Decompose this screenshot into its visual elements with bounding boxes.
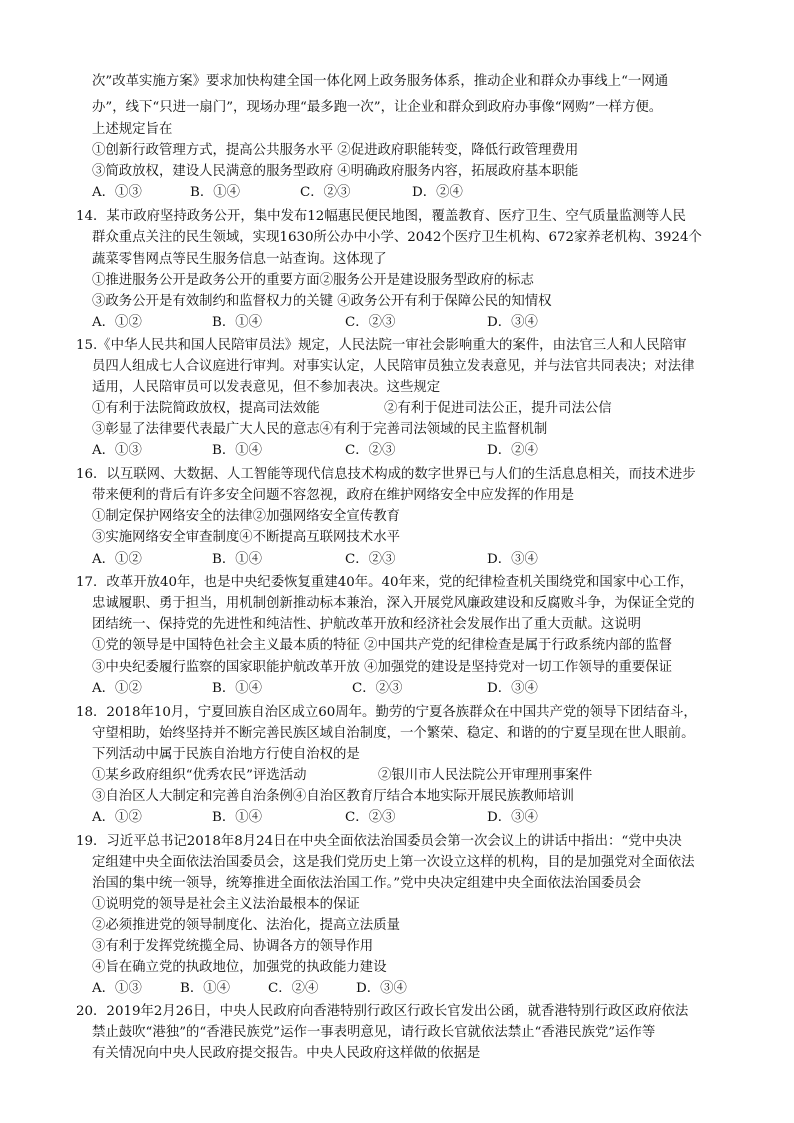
q19-stem-line-2: 定组建中央全面依法治国委员会，这是我们党历史上第一次设立这样的机构，目的是加强党对全面依法 [92, 855, 695, 870]
q15-stem-line-2: 员四人组成七人合议庭进行审判。对事实认定，人民陪审员独立发表意见，并与法官共同表决；对法律 [92, 359, 695, 374]
q15-answer-a: A．①③ [92, 443, 142, 458]
q16-stem-line-1: 16．以互联网、大数据、人工智能等现代信息技术构成的数字世界已与人们的生活息息相关，而技术进步 [76, 467, 696, 482]
q18-stem-line-2: 守望相助，始终坚持并不断完善民族区域自治制度，一个繁荣、稳定、和谐的的宁夏呈现在世人眼前。 [92, 726, 695, 741]
q16-answer-c: C．②③ [345, 552, 396, 567]
q17-stem-line-1: 17．改革开放40年，也是中央纪委恢复重建40年。40年来，党的纪律检查机关围绕党和国家中心工作， [76, 575, 694, 590]
q15-option-2: ②有利于促进司法公正，提升司法公信 [384, 401, 612, 416]
q15-option-1: ①有利于法院简政放权，提高司法效能 [92, 401, 320, 416]
q14-option-line-1: ①推进服务公开是政务公开的重要方面②服务公开是建设服务型政府的标志 [92, 273, 534, 288]
q13-answer-c: C．②③ [300, 185, 351, 200]
q18-answer-b: B．①④ [212, 810, 263, 825]
q17-answer-d: D．③④ [487, 681, 538, 696]
q15-answer-b: B．①④ [212, 443, 263, 458]
q13-option-line-1: ①创新行政管理方式，提高公共服务水平 ②促进政府职能转变，降低行政管理费用 [92, 143, 579, 158]
q13-answer-a: A．①③ [92, 185, 142, 200]
q16-option-line-2: ③实施网络安全审查制度④不断提高互联网技术水平 [92, 530, 400, 545]
q15-answer-d: D．②④ [487, 443, 538, 458]
q15-option-line-2: ③彰显了法律要代表最广大人民的意志④有利于完善司法领域的民主监督机制 [92, 422, 548, 437]
q17-answer-c: C．②③ [352, 681, 403, 696]
q14-option-line-2: ③政务公开是有效制约和监督权力的关键 ④政务公开有利于保障公民的知情权 [92, 294, 552, 309]
q19-option-2: ②必须推进党的领导制度化、法治化，提高立法质量 [92, 918, 400, 933]
q19-answer-a: A．①③ [92, 981, 142, 996]
q15-answer-c: C．②③ [345, 443, 396, 458]
q17-stem-line-3: 团结统一、保持党的先进性和纯洁性、护航改革开放和经济社会发展作出了重大贡献。这说明 [92, 617, 642, 632]
q15-stem-line-3: 适用，人民陪审员可以发表意见，但不参加表决。这些规定 [92, 380, 441, 395]
q13-answer-b: B．①④ [190, 185, 241, 200]
q19-stem-line-3: 治国的集中统一领导，统筹推进全面依法治国工作。”党中央决定组建中央全面依法治国委员会 [92, 876, 642, 891]
q18-option-2: ②银川市人民法院公开审理刑事案件 [378, 768, 593, 783]
q16-answer-a: A．①② [92, 552, 142, 567]
q16-answer-d: D．③④ [487, 552, 538, 567]
q19-option-3: ③有利于发挥党统揽全局、协调各方的领导作用 [92, 939, 374, 954]
q13-stem-line-3: 上述规定旨在 [92, 122, 173, 137]
q18-option-1: ①某乡政府组织“优秀农民”评选活动 [92, 768, 307, 783]
q16-answer-b: B．①④ [212, 552, 263, 567]
q14-stem-line-2: 群众重点关注的民生领域，实现1630所公办中小学、2042个医疗卫生机构、672家养老机构、3924个 [92, 230, 702, 245]
q19-answer-c: C．②④ [268, 981, 319, 996]
q18-stem-line-1: 18．2018年10月，宁夏回族自治区成立60周年。勤劳的宁夏各族群众在中国共产党的领导下团结奋斗， [76, 705, 697, 720]
q15-stem-line-1: 15.《中华人民共和国人民陪审员法》规定，人民法院一审社会影响重大的案件，由法官三人和人民陪审 [76, 338, 687, 353]
q13-stem-line-2: 办”，线下“只进一扇门”，现场办理“最多跑一次”，让企业和群众到政府办事像“网购”一样方便。 [92, 100, 663, 115]
q18-answer-d: D．③④ [487, 810, 538, 825]
q18-option-line-2: ③自治区人大制定和完善自治条例④自治区教育厅结合本地实际开展民族教师培训 [92, 789, 575, 804]
q17-answer-b: B．①④ [212, 681, 263, 696]
q19-answer-b: B．①④ [180, 981, 231, 996]
q20-stem-line-2: 禁止鼓吹“港独”的“香港民族党”运作一事表明意见，请行政长官就依法禁止“香港民族党”运作等 [92, 1025, 656, 1040]
q16-option-line-1: ①制定保护网络安全的法律②加强网络安全宣传教育 [92, 509, 400, 524]
q19-option-4: ④旨在确立党的执政地位，加强党的执政能力建设 [92, 960, 387, 975]
q13-answer-d: D．②④ [412, 185, 463, 200]
q14-answer-d: D．③④ [487, 315, 538, 330]
q19-option-1: ①说明党的领导是社会主义法治最根本的保证 [92, 897, 360, 912]
q14-stem-line-3: 蔬菜零售网点等民生服务信息一站查询。这体现了 [92, 252, 387, 267]
q17-answer-a: A．①② [92, 681, 142, 696]
q18-answer-a: A．①② [92, 810, 142, 825]
q13-stem-line-1: 次”改革实施方案》要求加快构建全国一体化网上政务服务体系，推动企业和群众办事线上“一网通 [92, 74, 669, 89]
q17-option-line-1: ①党的领导是中国特色社会主义最本质的特征 ②中国共产党的纪律检查是属于行政系统内部的监督 [92, 638, 673, 653]
q18-stem-line-3: 下列活动中属于民族自治地方行使自治权的是 [92, 747, 360, 762]
q13-option-line-2: ③简政放权，建设人民满意的服务型政府 ④明确政府服务内容，拓展政府基本职能 [92, 164, 579, 179]
q19-stem-line-1: 19．习近平总书记2018年8月24日在中央全面依法治国委员会第一次会议上的讲话中指出：“党中央决 [76, 834, 682, 849]
q17-stem-line-2: 忠诚履职、勇于担当，用机制创新推动标本兼治，深入开展党风廉政建设和反腐败斗争，为保证全党的 [92, 596, 695, 611]
q14-stem-line-1: 14．某市政府坚持政务公开，集中发布12幅惠民便民地图，覆盖教育、医疗卫生、空气质量监测等人民 [76, 209, 686, 224]
q16-stem-line-2: 带来便利的背后有许多安全问题不容忽视，政府在维护网络安全中应发挥的作用是 [92, 488, 575, 503]
q17-option-line-2: ③中央纪委履行监察的国家职能护航改革开放 ④加强党的建设是坚持党对一切工作领导的重要保证 [92, 660, 673, 675]
q14-answer-c: C．②③ [345, 315, 396, 330]
q20-stem-line-3: 有关情况向中央人民政府提交报告。中央人民政府这样做的依据是 [92, 1046, 481, 1061]
q20-stem-line-1: 20．2019年2月26日，中央人民政府向香港特别行政区行政长官发出公函，就香港特别行政区政府依法 [76, 1004, 689, 1019]
q19-answer-d: D．③④ [356, 981, 407, 996]
q14-answer-a: A．①② [92, 315, 142, 330]
q18-answer-c: C．②③ [345, 810, 396, 825]
q14-answer-b: B．①④ [212, 315, 263, 330]
